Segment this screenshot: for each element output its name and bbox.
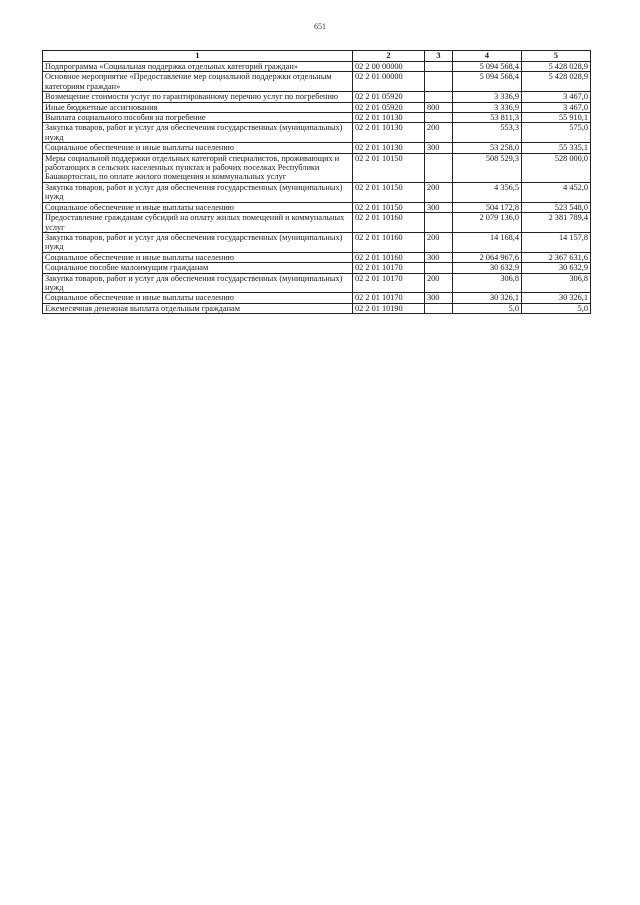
cell-name: Социальное обеспечение и иные выплаты населению (43, 293, 353, 303)
cell-code: 02 2 00 00000 (353, 62, 425, 72)
table-header-row (43, 51, 591, 62)
cell-code: 02 2 01 05920 (353, 102, 425, 112)
cell-code: 02 2 01 10160 (353, 232, 425, 252)
cell-expense-type (425, 153, 453, 182)
cell-amount-col5: 5,0 (522, 303, 591, 313)
cell-expense-type (425, 92, 453, 102)
cell-amount-col4: 508 529,3 (453, 153, 522, 182)
cell-amount-col5: 3 467,0 (522, 102, 591, 112)
table-row (43, 113, 591, 123)
table-row (43, 293, 591, 303)
header-col-4: 4 (453, 51, 522, 62)
cell-amount-col4: 53 811,3 (453, 113, 522, 123)
cell-amount-col5: 55 910,1 (522, 113, 591, 123)
cell-name: Возмещение стоимости услуг по гарантированному перечню услуг по погребению (43, 92, 353, 102)
cell-expense-type: 200 (425, 273, 453, 293)
cell-expense-type: 200 (425, 232, 453, 252)
table-row (43, 303, 591, 313)
table-row (43, 263, 591, 273)
cell-code: 02 2 01 00000 (353, 72, 425, 92)
cell-name: Закупка товаров, работ и услуг для обеспечения государственных (муниципальных) нужд (43, 123, 353, 143)
cell-amount-col4: 30 632,9 (453, 263, 522, 273)
cell-amount-col4: 53 258,0 (453, 143, 522, 153)
cell-amount-col5: 4 452,0 (522, 182, 591, 202)
cell-amount-col5: 575,0 (522, 123, 591, 143)
cell-amount-col4: 2 064 967,6 (453, 252, 522, 262)
table-body (43, 62, 591, 314)
cell-expense-type: 200 (425, 182, 453, 202)
cell-code: 02 2 01 10190 (353, 303, 425, 313)
cell-amount-col5: 14 157,8 (522, 232, 591, 252)
cell-name: Основное мероприятие «Предоставление мер социальной поддержки отдельным категориям граждан» (43, 72, 353, 92)
cell-amount-col4: 5 094 568,4 (453, 72, 522, 92)
cell-code: 02 2 01 10130 (353, 123, 425, 143)
header-col-5: 5 (522, 51, 591, 62)
cell-expense-type: 800 (425, 102, 453, 112)
cell-code: 02 2 01 10170 (353, 263, 425, 273)
cell-expense-type: 300 (425, 293, 453, 303)
budget-table (42, 50, 591, 314)
cell-name: Подпрограмма «Социальная поддержка отдельных категорий граждан» (43, 62, 353, 72)
table-row (43, 92, 591, 102)
cell-amount-col5: 306,8 (522, 273, 591, 293)
table-row (43, 72, 591, 92)
cell-amount-col4: 30 326,1 (453, 293, 522, 303)
table-row (43, 182, 591, 202)
cell-name: Закупка товаров, работ и услуг для обеспечения государственных (муниципальных) нужд (43, 273, 353, 293)
cell-expense-type (425, 213, 453, 233)
table-row (43, 102, 591, 112)
cell-code: 02 2 01 10170 (353, 273, 425, 293)
page-number: 651 (314, 22, 326, 31)
cell-amount-col5: 2 381 789,4 (522, 213, 591, 233)
cell-name: Социальное пособие малоимущим гражданам (43, 263, 353, 273)
cell-name: Социальное обеспечение и иные выплаты населению (43, 252, 353, 262)
cell-amount-col4: 3 336,9 (453, 92, 522, 102)
cell-amount-col5: 5 428 028,9 (522, 72, 591, 92)
cell-amount-col5: 30 632,9 (522, 263, 591, 273)
cell-amount-col5: 55 335,1 (522, 143, 591, 153)
cell-code: 02 2 01 10150 (353, 182, 425, 202)
cell-amount-col4: 504 172,8 (453, 202, 522, 212)
cell-code: 02 2 01 10170 (353, 293, 425, 303)
cell-expense-type (425, 263, 453, 273)
cell-amount-col4: 306,8 (453, 273, 522, 293)
table-row (43, 232, 591, 252)
table-row (43, 252, 591, 262)
cell-code: 02 2 01 10130 (353, 143, 425, 153)
cell-amount-col5: 5 428 028,9 (522, 62, 591, 72)
cell-name: Социальное обеспечение и иные выплаты населению (43, 143, 353, 153)
cell-name: Ежемесячная денежная выплата отдельным гражданам (43, 303, 353, 313)
cell-amount-col5: 30 326,1 (522, 293, 591, 303)
cell-amount-col4: 4 356,5 (453, 182, 522, 202)
cell-amount-col4: 3 336,9 (453, 102, 522, 112)
cell-amount-col5: 3 467,0 (522, 92, 591, 102)
cell-name: Предоставление гражданам субсидий на оплату жилых помещений и коммунальных услуг (43, 213, 353, 233)
header-col-2: 2 (353, 51, 425, 62)
cell-expense-type: 300 (425, 143, 453, 153)
cell-name: Социальное обеспечение и иные выплаты населению (43, 202, 353, 212)
table-row (43, 202, 591, 212)
cell-amount-col5: 523 548,0 (522, 202, 591, 212)
cell-expense-type (425, 303, 453, 313)
cell-name: Закупка товаров, работ и услуг для обеспечения государственных (муниципальных) нужд (43, 182, 353, 202)
cell-expense-type (425, 113, 453, 123)
cell-expense-type: 300 (425, 252, 453, 262)
cell-expense-type: 300 (425, 202, 453, 212)
table-row (43, 62, 591, 72)
cell-name: Выплата социального пособия на погребение (43, 113, 353, 123)
cell-code: 02 2 01 05920 (353, 92, 425, 102)
cell-expense-type: 200 (425, 123, 453, 143)
cell-code: 02 2 01 10130 (353, 113, 425, 123)
cell-name: Иные бюджетные ассигнования (43, 102, 353, 112)
table-row (43, 143, 591, 153)
cell-amount-col4: 5 094 568,4 (453, 62, 522, 72)
cell-name: Меры социальной поддержки отдельных категорий специалистов, проживающих и работающих в сельских населенных пунктах и рабочих поселках Республики Башкортостан, по оплате жилого помещения и коммунальных услуг (43, 153, 353, 182)
cell-amount-col5: 2 367 631,6 (522, 252, 591, 262)
header-col-3: 3 (425, 51, 453, 62)
cell-code: 02 2 01 10150 (353, 202, 425, 212)
cell-expense-type (425, 72, 453, 92)
cell-amount-col5: 528 000,0 (522, 153, 591, 182)
cell-amount-col4: 2 079 136,0 (453, 213, 522, 233)
cell-name: Закупка товаров, работ и услуг для обеспечения государственных (муниципальных) нужд (43, 232, 353, 252)
cell-amount-col4: 14 168,4 (453, 232, 522, 252)
table-row (43, 123, 591, 143)
header-col-1: 1 (43, 51, 353, 62)
cell-code: 02 2 01 10160 (353, 252, 425, 262)
table-row (43, 273, 591, 293)
cell-code: 02 2 01 10160 (353, 213, 425, 233)
cell-expense-type (425, 62, 453, 72)
table-row (43, 153, 591, 182)
table-row (43, 213, 591, 233)
cell-amount-col4: 5,0 (453, 303, 522, 313)
cell-code: 02 2 01 10150 (353, 153, 425, 182)
cell-amount-col4: 553,3 (453, 123, 522, 143)
